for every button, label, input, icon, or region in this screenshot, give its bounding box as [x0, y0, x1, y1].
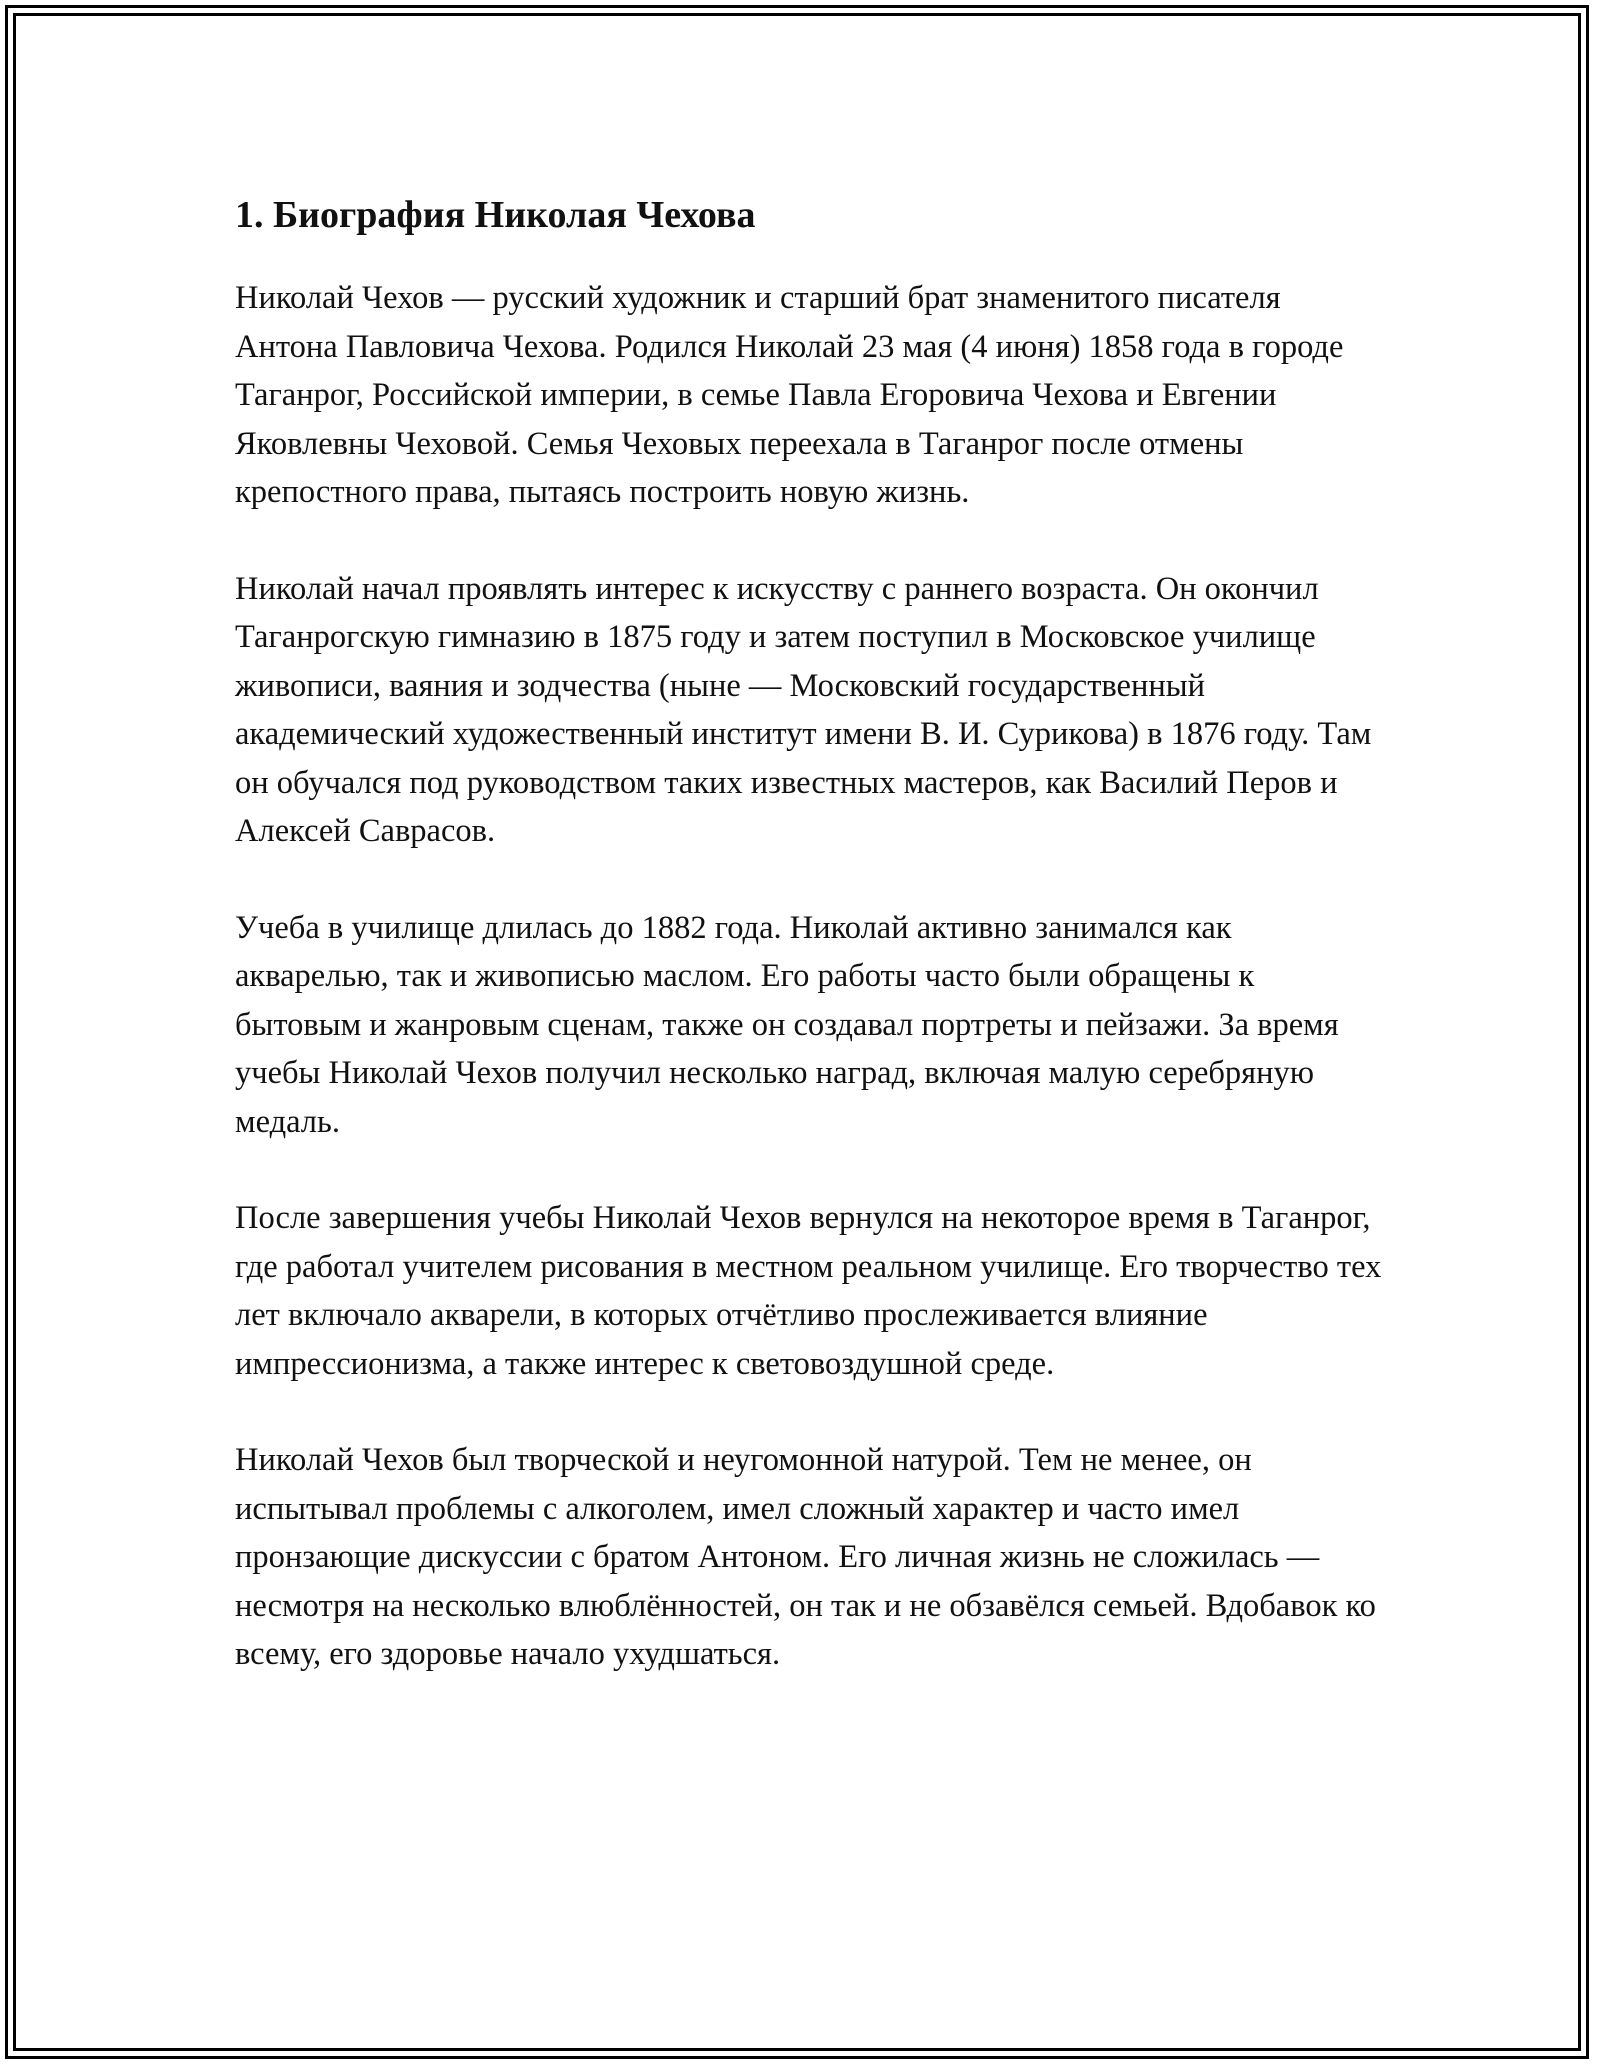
paragraph-taganrog-return: После завершения учебы Николай Чехов вернулся на некоторое время в Таганрог, где работал учителем рисования в местном реальном училище. Его творчество тех лет включало акварели, в которых отчётливо прослеживается влияние импрессионизма, а также интерес к световоздушной среде.	[235, 1200, 1382, 1382]
paragraph-personal-life: Николай Чехов был творческой и неугомонной натурой. Тем не менее, он испытывал проблемы с алкоголем, имел сложный характер и часто имел пронзающие дискуссии с братом Антоном. Его личная жизнь не сложилась — несмотря на несколько влюблённостей, он так и не обзавёлся семьей. Вдобавок ко всему, его здоровье начало ухудшаться.	[235, 1442, 1376, 1672]
section-heading: 1. Биография Николая Чехова	[235, 194, 756, 236]
paragraph-studies: Учеба в училище длилась до 1882 года. Николай активно занимался как акварелью, так и живописью маслом. Его работы часто были обращены к бытовым и жанровым сценам, также он создавал портреты и пейзажи. За время учебы Николай Чехов получил несколько наград, включая малую серебряную медаль.	[235, 909, 1339, 1140]
document-body	[235, 180, 1385, 1679]
paragraph-birth: Николай Чехов — русский художник и старший брат знаменитого писателя Антона Павловича Чехова. Родился Николай 23 мая (4 июня) 1858 года в городе Таганрог, Российской империи, в семье Павла Егоровича Чехова и Евгении Яковлевны Чеховой. Семья Чеховых переехала в Таганрог после отмены крепостного права, пытаясь построить новую жизнь.	[235, 280, 1344, 510]
paragraph-education: Николай начал проявлять интерес к искусству с раннего возраста. Он окончил Таганрогскую гимназию в 1875 году и затем поступил в Московское училище живописи, ваяния и зодчества (ныне — Московский государственный академический художественный институт имени В. И. Сурикова) в 1876 году. Там он обучался под руководством таких известных мастеров, как Василий Перов и Алексей Саврасов.	[235, 570, 1372, 849]
